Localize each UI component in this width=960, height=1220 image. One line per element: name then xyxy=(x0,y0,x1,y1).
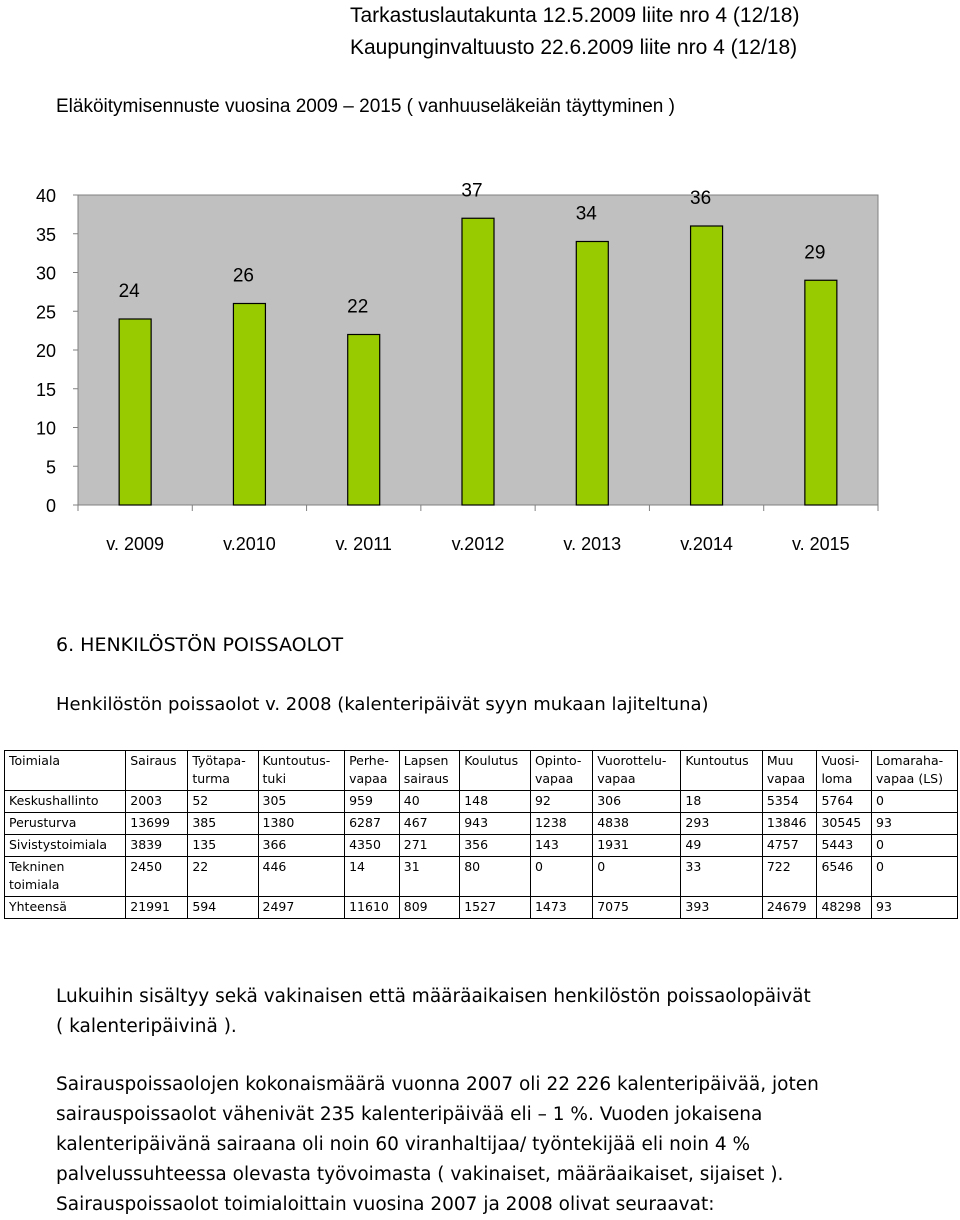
table-row xyxy=(5,897,958,919)
table-header-cell: Kuntoutus- tuki xyxy=(258,751,345,791)
row-label-cell: Perusturva xyxy=(5,813,126,835)
x-axis-labels xyxy=(106,534,849,554)
table-cell: 0 xyxy=(872,857,958,897)
table-cell: 393 xyxy=(681,897,762,919)
table-header-cell: Kuntoutus xyxy=(681,751,762,791)
paragraph-line: kalenteripäivänä sairaana oli noin 60 viranhaltijaa/ työntekijää eli noin 4 % xyxy=(56,1134,751,1155)
table-cell: 18 xyxy=(681,791,762,813)
header-line-1: Tarkastuslautakunta 12.5.2009 liite nro 4 (12/18) xyxy=(350,4,800,27)
table-cell: 5443 xyxy=(817,835,872,857)
table-cell: 4350 xyxy=(345,835,400,857)
x-axis-ticks xyxy=(78,505,878,511)
table-row xyxy=(5,791,958,813)
table-title: Henkilöstön poissaolot v. 2008 (kalenteripäivät syyn mukaan lajiteltuna) xyxy=(56,694,709,715)
table-cell: 943 xyxy=(460,813,531,835)
table-cell: 1238 xyxy=(530,813,592,835)
table-header-cell: Muu vapaa xyxy=(762,751,817,791)
retirement-forecast-chart xyxy=(0,170,960,610)
table-cell: 33 xyxy=(681,857,762,897)
table-cell: 3839 xyxy=(126,835,188,857)
x-tick-label: v. 2011 xyxy=(335,534,392,554)
table-header-cell: Työtapa- turma xyxy=(188,751,258,791)
section-heading: 6. HENKILÖSTÖN POISSAOLOT xyxy=(56,634,344,656)
table-cell: 2497 xyxy=(258,897,345,919)
y-tick-label: 40 xyxy=(35,186,56,206)
x-tick-label: v. 2015 xyxy=(791,534,850,554)
table-cell: 305 xyxy=(258,791,345,813)
bar xyxy=(576,242,608,506)
y-tick-label: 0 xyxy=(45,496,56,516)
x-tick-label: v.2012 xyxy=(451,534,505,554)
table-cell: 959 xyxy=(345,791,400,813)
bar-value-label: 22 xyxy=(347,296,369,318)
table-cell: 1380 xyxy=(258,813,345,835)
table-cell: 4838 xyxy=(593,813,681,835)
table-header-cell: Vuosi- loma xyxy=(817,751,872,791)
paragraph-note xyxy=(56,982,936,1042)
table-header-cell: Opinto- vapaa xyxy=(530,751,592,791)
table-cell: 93 xyxy=(872,813,958,835)
bar-value-label: 36 xyxy=(690,188,712,209)
bar-value-label: 37 xyxy=(461,180,483,202)
row-label-cell: Tekninen toimiala xyxy=(5,857,126,897)
table-header-cell: Lapsen sairaus xyxy=(399,751,459,791)
table-cell: 0 xyxy=(872,835,958,857)
table-header-row xyxy=(5,751,958,791)
header-line-2: Kaupunginvaltuusto 22.6.2009 liite nro 4 (12/18) xyxy=(350,36,798,59)
table-cell: 24679 xyxy=(762,897,817,919)
table-cell: 271 xyxy=(399,835,459,857)
table-cell: 306 xyxy=(593,791,681,813)
y-axis-ticks xyxy=(73,195,78,505)
table-cell: 135 xyxy=(188,835,258,857)
row-label-cell: Sivistystoimiala xyxy=(5,835,126,857)
y-tick-label: 20 xyxy=(35,341,56,361)
y-tick-label: 10 xyxy=(35,418,56,439)
table-cell: 809 xyxy=(399,897,459,919)
table-cell: 446 xyxy=(258,857,345,897)
table-cell: 594 xyxy=(188,897,258,919)
table-cell: 148 xyxy=(460,791,531,813)
table-cell: 48298 xyxy=(817,897,872,919)
bar xyxy=(462,218,494,505)
bar-value-label: 26 xyxy=(232,265,254,287)
table-cell: 6546 xyxy=(817,857,872,897)
table-cell: 13699 xyxy=(126,813,188,835)
table-cell: 92 xyxy=(530,791,592,813)
table-header-cell: Koulutus xyxy=(460,751,531,791)
table-cell: 2450 xyxy=(126,857,188,897)
table-cell: 21991 xyxy=(126,897,188,919)
table-cell: 31 xyxy=(399,857,459,897)
table-row xyxy=(5,835,958,857)
table-cell: 467 xyxy=(399,813,459,835)
table-cell: 30545 xyxy=(817,813,872,835)
x-tick-label: v.2010 xyxy=(223,534,276,554)
paragraph-line: Sairauspoissaolojen kokonaismäärä vuonna 2007 oli 22 226 kalenteripäivää, joten xyxy=(56,1074,819,1095)
y-tick-label: 30 xyxy=(35,263,56,284)
chart-title: Eläköitymisennuste vuosina 2009 – 2015 ( vanhuuseläkeiän täyttyminen ) xyxy=(56,96,675,117)
table-cell: 11610 xyxy=(345,897,400,919)
table-cell: 2003 xyxy=(126,791,188,813)
paragraph-line: sairauspoissaolot vähenivät 235 kalenteripäivää eli – 1 %. Vuoden jokaisena xyxy=(56,1104,763,1125)
table-cell: 40 xyxy=(399,791,459,813)
table-cell: 13846 xyxy=(762,813,817,835)
table-row xyxy=(5,857,958,897)
table-cell: 80 xyxy=(460,857,531,897)
table-header-cell: Perhe- vapaa xyxy=(345,751,400,791)
bar-value-label: 24 xyxy=(118,281,140,302)
y-axis-labels xyxy=(36,186,56,516)
table-cell: 1473 xyxy=(530,897,592,919)
table-cell: 5354 xyxy=(762,791,817,813)
table-cell: 293 xyxy=(681,813,762,835)
table-row xyxy=(5,813,958,835)
paragraph-line: ( kalenteripäivinä ). xyxy=(56,1016,237,1037)
y-tick-label: 25 xyxy=(35,302,56,323)
table-cell: 0 xyxy=(872,791,958,813)
table-cell: 143 xyxy=(530,835,592,857)
table-cell: 6287 xyxy=(345,813,400,835)
table-cell: 0 xyxy=(593,857,681,897)
y-tick-label: 5 xyxy=(45,457,56,478)
table-header-cell: Vuorottelu- vapaa xyxy=(593,751,681,791)
table-cell: 1931 xyxy=(593,835,681,857)
table-cell: 7075 xyxy=(593,897,681,919)
table-header-cell: Sairaus xyxy=(126,751,188,791)
y-tick-label: 15 xyxy=(35,379,56,400)
table-header-cell: Toimiala xyxy=(5,751,126,791)
table-cell: 5764 xyxy=(817,791,872,813)
table-cell: 4757 xyxy=(762,835,817,857)
table-cell: 366 xyxy=(258,835,345,857)
y-tick-label: 35 xyxy=(35,224,56,245)
table-cell: 0 xyxy=(530,857,592,897)
row-label-cell: Keskushallinto xyxy=(5,791,126,813)
bar-value-label: 29 xyxy=(804,242,826,264)
paragraph-line: Sairauspoissaolot toimialoittain vuosina 2007 ja 2008 olivat seuraavat: xyxy=(56,1194,715,1215)
table-cell: 1527 xyxy=(460,897,531,919)
bar xyxy=(119,319,151,505)
paragraph-sickness xyxy=(56,1070,936,1220)
bar xyxy=(348,335,380,506)
x-tick-label: v.2014 xyxy=(680,534,733,554)
paragraph-line: Lukuihin sisältyy sekä vakinaisen että määräaikaisen henkilöstön poissaolopäivät xyxy=(56,986,811,1007)
x-tick-label: v. 2013 xyxy=(563,534,622,554)
bar xyxy=(691,226,723,505)
bar-value-label: 34 xyxy=(575,203,597,225)
bar xyxy=(805,280,837,505)
table-cell: 14 xyxy=(345,857,400,897)
table-body xyxy=(5,791,958,919)
table-cell: 385 xyxy=(188,813,258,835)
table-cell: 722 xyxy=(762,857,817,897)
table-cell: 356 xyxy=(460,835,531,857)
table-cell: 49 xyxy=(681,835,762,857)
row-label-cell: Yhteensä xyxy=(5,897,126,919)
document-header xyxy=(350,0,799,64)
x-tick-label: v. 2009 xyxy=(106,534,165,554)
absence-table xyxy=(4,750,958,919)
table-cell: 22 xyxy=(188,857,258,897)
table-cell: 52 xyxy=(188,791,258,813)
bar xyxy=(233,304,265,506)
table-cell: 93 xyxy=(872,897,958,919)
table-header-cell: Lomaraha- vapaa (LS) xyxy=(872,751,958,791)
paragraph-line: palvelussuhteessa olevasta työvoimasta ( vakinaiset, määräaikaiset, sijaiset ). xyxy=(56,1164,784,1185)
